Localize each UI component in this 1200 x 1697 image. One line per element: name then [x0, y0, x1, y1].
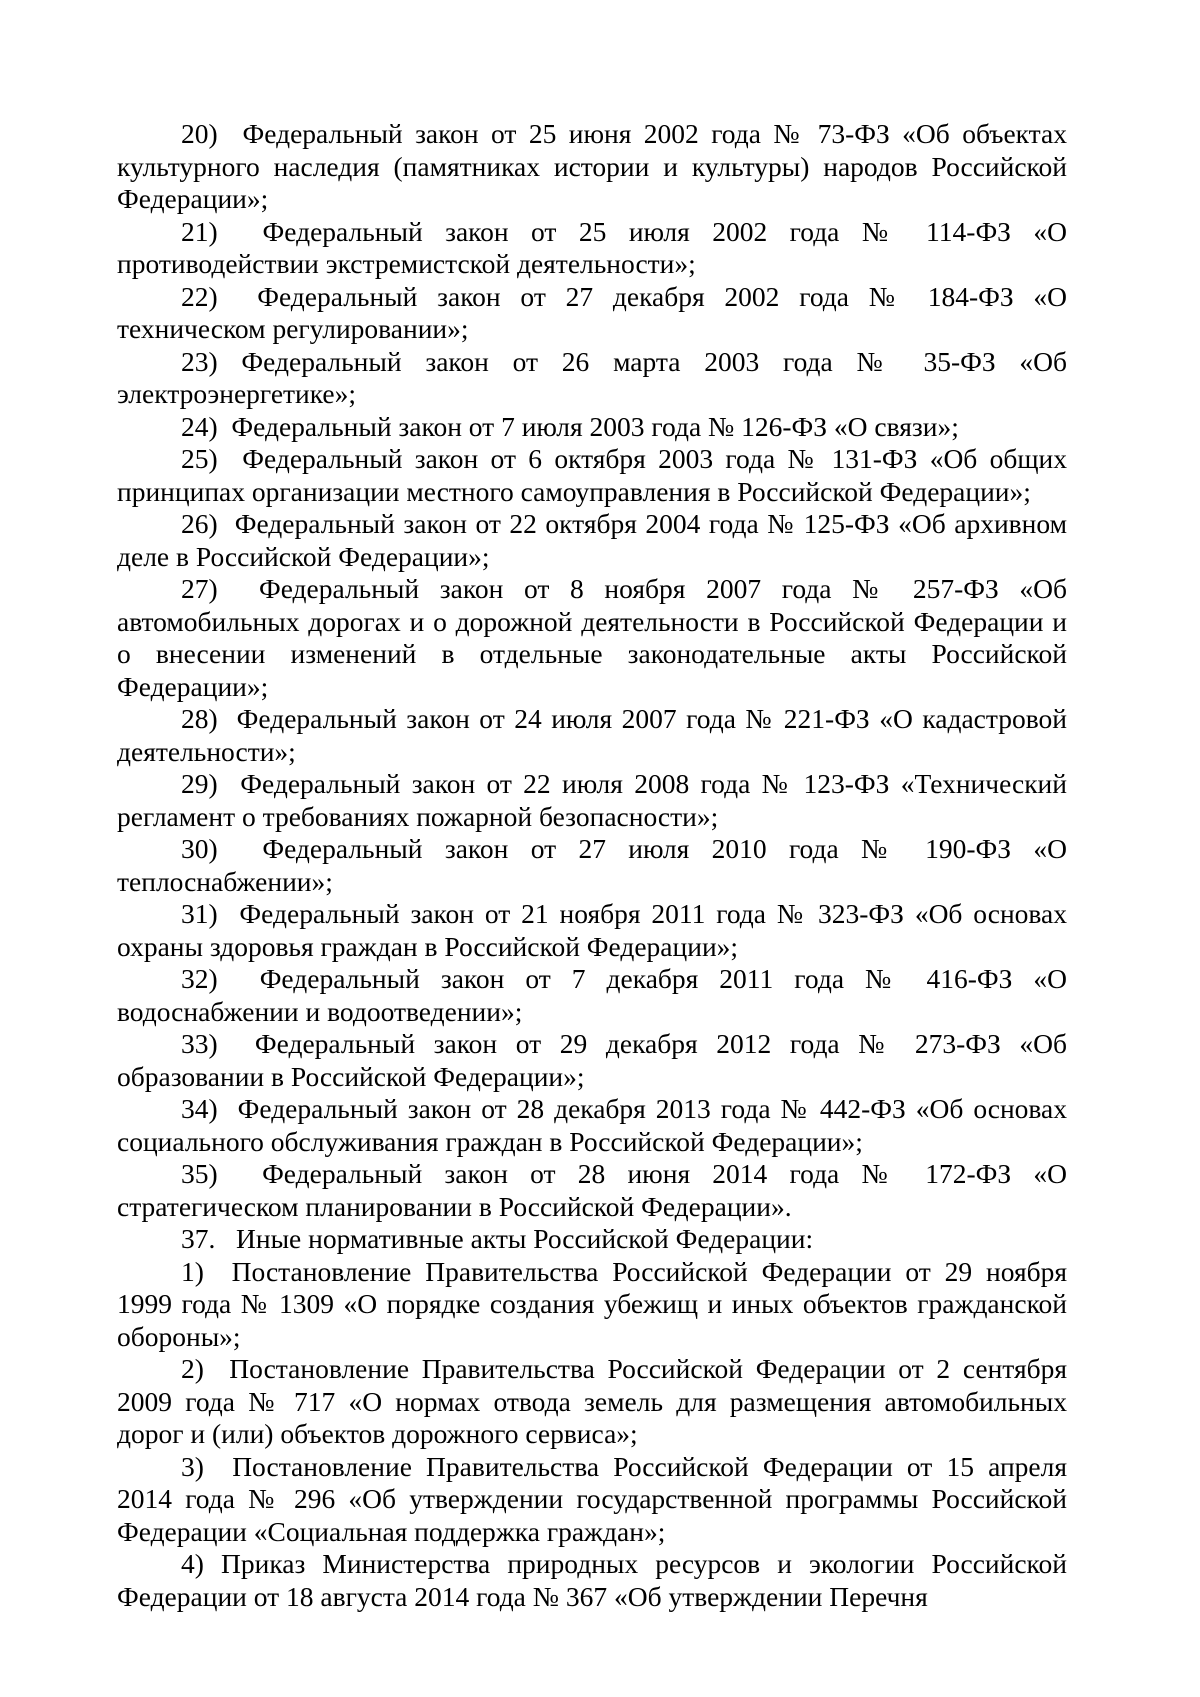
document-page: [117, 118, 1067, 1613]
list-item-27: 27) Федеральный закон от 8 ноября 2007 года № 257-ФЗ «Об автомобильных дорогах и о дорожной деятельности в Российской Федерации и о внесении изменений в отдельные законодательные акты Российской Федерации»;: [117, 573, 1067, 702]
subitem-1: 1) Постановление Правительства Российской Федерации от 29 ноября 1999 года № 1309 «О порядке создания убежищ и иных объектов гражданской обороны»;: [117, 1255, 1067, 1352]
list-item-33: 33) Федеральный закон от 29 декабря 2012 года № 273-ФЗ «Об образовании в Российской Федерации»;: [117, 1028, 1067, 1092]
list-item-24: 24) Федеральный закон от 7 июля 2003 года № 126-ФЗ «О связи»;: [181, 410, 959, 442]
list-item-21: 21) Федеральный закон от 25 июля 2002 года № 114-ФЗ «О противодействии экстремистской деятельности»;: [117, 215, 1067, 279]
subitem-4: 4) Приказ Министерства природных ресурсов и экологии Российской Федерации от 18 августа 2014 года № 367 «Об утверждении Перечня: [117, 1548, 1067, 1612]
list-item-32: 32) Федеральный закон от 7 декабря 2011 года № 416-ФЗ «О водоснабжении и водоотведении»;: [117, 963, 1067, 1027]
list-item-31: 31) Федеральный закон от 21 ноября 2011 года № 323-ФЗ «Об основах охраны здоровья граждан в Российской Федерации»;: [117, 898, 1067, 962]
list-item-35: 35) Федеральный закон от 28 июня 2014 года № 172-ФЗ «О стратегическом планировании в Российской Федерации».: [117, 1158, 1067, 1222]
list-item-23: 23) Федеральный закон от 26 марта 2003 года № 35-ФЗ «Об электроэнергетике»;: [117, 345, 1067, 409]
subitem-3: 3) Постановление Правительства Российской Федерации от 15 апреля 2014 года № 296 «Об утверждении государственной программы Российской Федерации «Социальная поддержка граждан»;: [117, 1450, 1067, 1547]
list-item-30: 30) Федеральный закон от 27 июля 2010 года № 190-ФЗ «О теплоснабжении»;: [117, 833, 1067, 897]
list-item-28: 28) Федеральный закон от 24 июля 2007 года № 221-ФЗ «О кадастровой деятельности»;: [117, 703, 1067, 767]
list-item-22: 22) Федеральный закон от 27 декабря 2002 года № 184-ФЗ «О техническом регулировании»;: [117, 280, 1067, 344]
list-item-29: 29) Федеральный закон от 22 июля 2008 года № 123-ФЗ «Технический регламент о требованиях пожарной безопасности»;: [117, 768, 1067, 832]
list-item-25: 25) Федеральный закон от 6 октября 2003 года № 131-ФЗ «Об общих принципах организации местного самоуправления в Российской Федерации»;: [117, 443, 1067, 507]
list-item-26: 26) Федеральный закон от 22 октября 2004 года № 125-ФЗ «Об архивном деле в Российской Федерации»;: [117, 508, 1067, 572]
list-item-34: 34) Федеральный закон от 28 декабря 2013 года № 442-ФЗ «Об основах социального обслуживания граждан в Российской Федерации»;: [117, 1093, 1067, 1157]
section-heading-37: 37. Иные нормативные акты Российской Федерации:: [181, 1223, 814, 1254]
subitem-2: 2) Постановление Правительства Российской Федерации от 2 сентября 2009 года № 717 «О нормах отвода земель для размещения автомобильных дорог и (или) объектов дорожного сервиса»;: [117, 1353, 1067, 1449]
list-item-20: 20) Федеральный закон от 25 июня 2002 года № 73-ФЗ «Об объектах культурного наследия (памятниках истории и культуры) народов Российской Федерации»;: [117, 118, 1067, 214]
